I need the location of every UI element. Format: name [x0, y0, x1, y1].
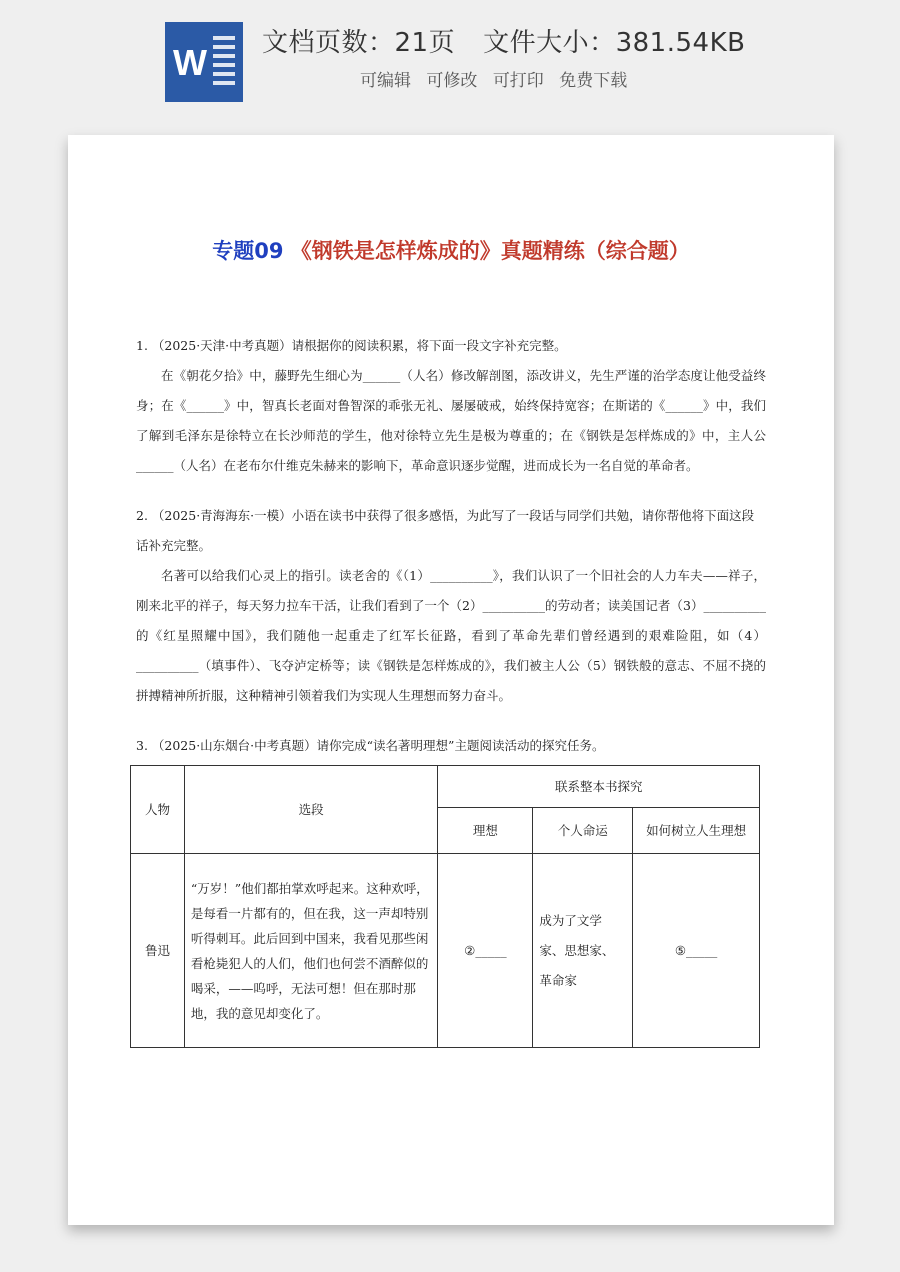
word-icon-letter: W	[173, 42, 207, 83]
cell-how-blank: ⑤_____	[633, 854, 760, 1048]
header-excerpt: 选段	[184, 766, 438, 854]
header-person: 人物	[131, 766, 185, 854]
document-info-header	[0, 0, 900, 130]
file-meta	[262, 22, 745, 59]
document-body	[136, 331, 766, 1048]
feature-editable: 可编辑	[360, 71, 411, 91]
inquiry-table	[130, 765, 760, 1048]
question-1-body: 在《朝花夕拾》中，藤野先生细心为______（人名）修改解剖图，添改讲义，先生严谨的治学态度让他受益终身；在《______》中，智真长老面对鲁智深的乖张无礼、屡屡破戒，始终保持宽容；在斯诺的《______》中，我们了解到毛泽东是徐特立在长沙师范的学生，他对徐特立先生是极为尊重的；在《钢铁是怎样炼成的》中，主人公______（人名）在老布尔什维克朱赫来的影响下，革命意识逐步觉醒，进而成长为一名自觉的革命者。	[136, 368, 766, 473]
question-2	[136, 501, 766, 711]
feature-modifiable: 可修改	[426, 71, 478, 91]
cell-person: 鲁迅	[131, 854, 185, 1048]
cell-fate: 成为了文学家、思想家、革命家	[533, 854, 633, 1048]
page-count-label: 文档页数：21页	[262, 28, 456, 58]
header-ideal: 理想	[438, 808, 533, 854]
question-3-head: 3. （2025·山东烟台·中考真题）请你完成“读名著明理想”主题阅读活动的探究任务。	[136, 738, 605, 753]
document-page	[68, 135, 834, 1225]
document-title	[68, 235, 834, 265]
title-suffix: （综合题）	[584, 239, 690, 263]
word-document-icon	[165, 22, 243, 102]
cell-excerpt: “万岁！”他们都拍掌欢呼起来。这种欢呼，是每看一片都有的，但在我，这一声却特别听得刺耳。此后回到中国来，我看见那些闲看枪毙犯人的人们，他们也何尝不酒醉似的喝采，——呜呼，无法可想！但在那时那地，我的意见却变化了。	[184, 854, 438, 1048]
question-1	[136, 331, 766, 481]
file-size-label: 文件大小：381.54KB	[483, 28, 746, 58]
question-1-head: 1. （2025·天津·中考真题）请根据你的阅读积累，将下面一段文字补充完整。	[136, 338, 567, 353]
feature-printable: 可打印	[492, 71, 544, 91]
feature-list	[360, 66, 637, 91]
feature-free-download: 免费下载	[559, 71, 628, 91]
title-prefix: 专题09	[212, 239, 284, 263]
cell-ideal-blank: ②_____	[438, 854, 533, 1048]
header-group: 联系整本书探究	[438, 766, 760, 808]
header-how: 如何树立人生理想	[633, 808, 760, 854]
question-3	[136, 731, 766, 1048]
question-2-head: 2. （2025·青海海东·一模）小语在读书中获得了很多感悟，为此写了一段话与同学们共勉，请你帮他将下面这段话补充完整。	[136, 508, 755, 553]
question-2-body: 名著可以给我们心灵上的指引。读老舍的《（1）__________》，我们认识了一个旧社会的人力车夫——祥子，刚来北平的祥子，每天努力拉车干活，让我们看到了一个（2）__________的劳动者；读美国记者（3）__________的《红星照耀中国》，我们随他一起重走了红军长征路，看到了革命先辈们曾经遇到的艰难险阻，如（4）__________（填事件）、飞夺泸定桥等；读《钢铁是怎样炼成的》，我们被主人公（5）钢铁般的意志、不屈不挠的拼搏精神所折服，这种精神引领着我们为实现人生理想而努力奋斗。	[136, 568, 766, 703]
title-main: 《钢铁是怎样炼成的》真题精练	[290, 239, 585, 263]
header-fate: 个人命运	[533, 808, 633, 854]
